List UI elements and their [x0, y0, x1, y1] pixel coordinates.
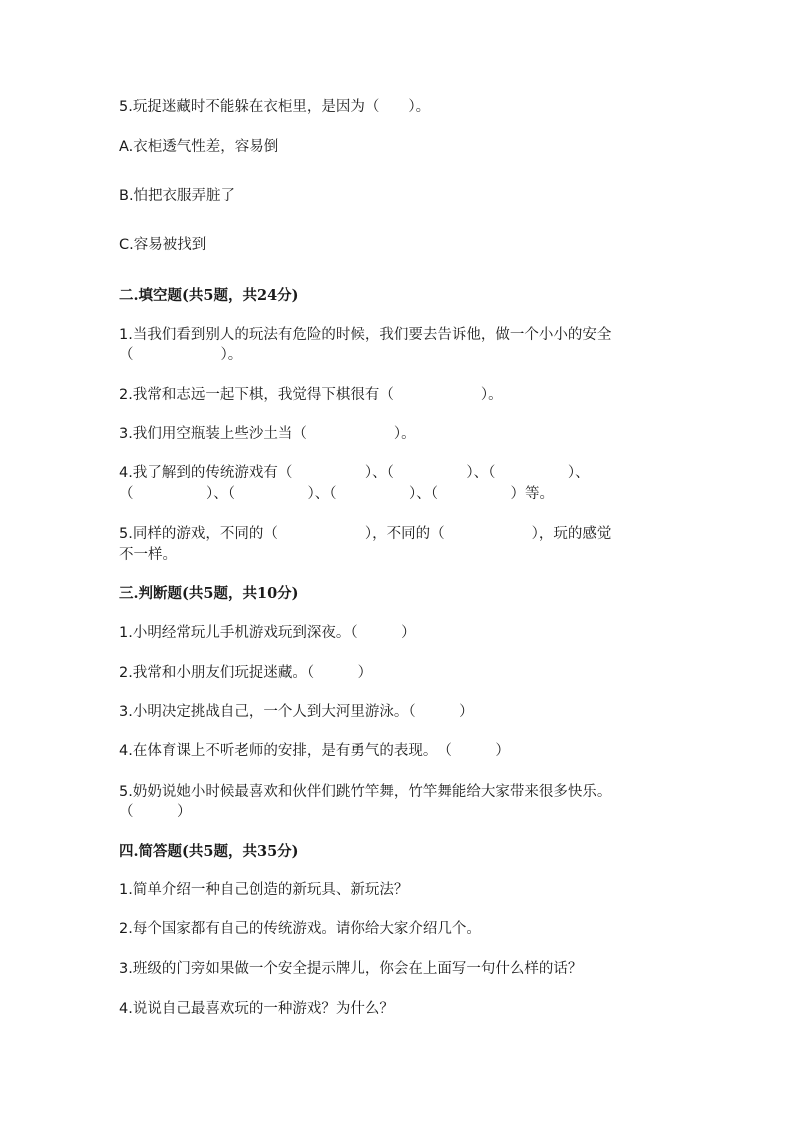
choice-q5-stem: 5.玩捉迷藏时不能躲在衣柜里，是因为（ ）。: [119, 99, 431, 115]
fill-q5-line1: 5.同样的游戏，不同的（ ），不同的（ ），玩的感觉: [119, 526, 612, 542]
choice-q5-option-b: B.怕把衣服弄脏了: [119, 188, 236, 204]
tf-q4: 4.在体育课上不听老师的安排，是有勇气的表现。 （ ）: [119, 743, 510, 759]
tf-q5-line2: （ ）: [119, 804, 192, 820]
choice-q5-option-a: A.衣柜透气性差，容易倒: [119, 139, 279, 155]
fill-q1-line1: 1.当我们看到别人的玩法有危险的时候，我们要去告诉他，做一个小小的安全: [119, 327, 612, 343]
tf-q5-line1: 5.奶奶说她小时候最喜欢和伙伴们跳竹竿舞，竹竿舞能给大家带来很多快乐。: [119, 784, 612, 800]
short-q4: 4.说说自己最喜欢玩的一种游戏？为什么？: [119, 1001, 394, 1017]
choice-q5-option-c: C.容易被找到: [119, 237, 207, 253]
tf-q1: 1.小明经常玩儿手机游戏玩到深夜。（ ）: [119, 625, 416, 641]
tf-q2: 2.我常和小朋友们玩捉迷藏。（ ）: [119, 665, 373, 681]
section-heading-fill-blank: 二.填空题(共5题，共24分): [119, 287, 299, 304]
fill-q4-line1: 4.我了解到的传统游戏有（ ）、（ ）、（ ）、: [119, 465, 590, 481]
fill-q2: 2.我常和志远一起下棋，我觉得下棋很有（ ）。: [119, 387, 503, 403]
fill-q4-line2: （ ）、（ ）、（ ）、（ ）等。: [119, 486, 554, 502]
tf-q3: 3.小明决定挑战自己，一个人到大河里游泳。（ ）: [119, 704, 474, 720]
section-heading-short-answer: 四.简答题(共5题，共35分): [119, 843, 299, 860]
fill-q3: 3.我们用空瓶装上些沙土当（ ）。: [119, 426, 416, 442]
short-q2: 2.每个国家都有自己的传统游戏。请你给大家介绍几个。: [119, 921, 481, 937]
section-heading-true-false: 三.判断题(共5题，共10分): [119, 585, 299, 602]
fill-q5-line2: 不一样。: [119, 547, 177, 563]
fill-q1-line2: （ ）。: [119, 347, 243, 363]
short-q3: 3.班级的门旁如果做一个安全提示牌儿，你会在上面写一句什么样的话？: [119, 961, 583, 977]
short-q1: 1.简单介绍一种自己创造的新玩具、新玩法？: [119, 882, 409, 898]
